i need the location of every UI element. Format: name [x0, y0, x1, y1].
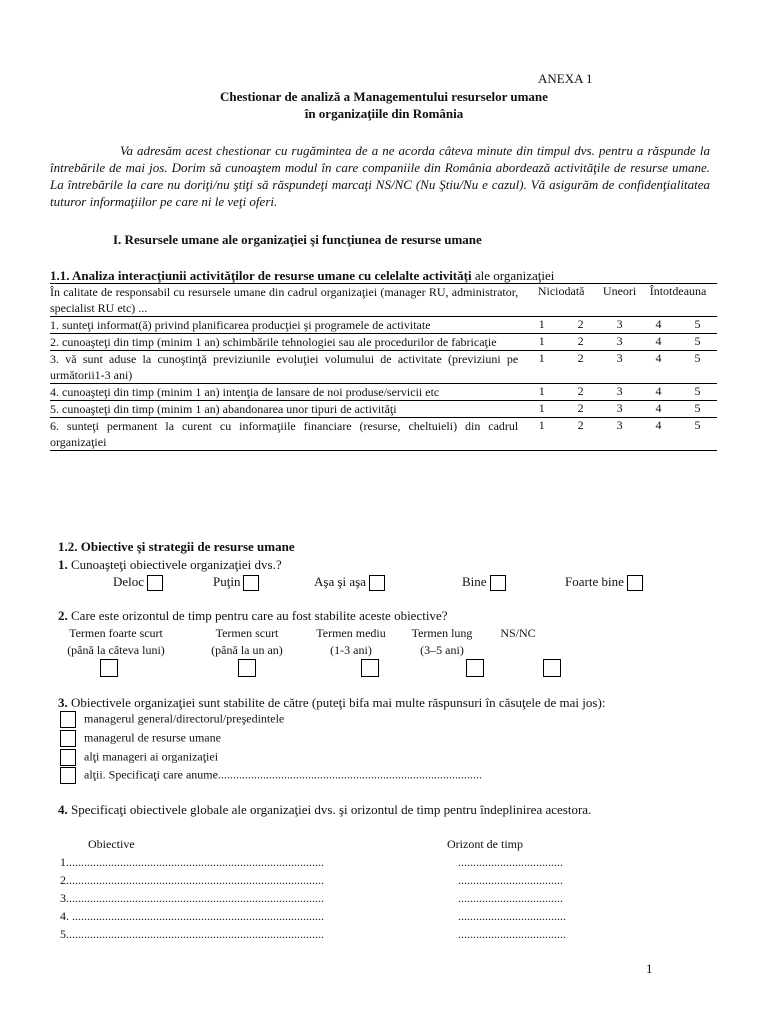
scale-2[interactable]: 2 [561, 351, 600, 384]
q2-option-nsnc: NS/NC [500, 626, 536, 640]
scale-1[interactable]: 1 [522, 351, 561, 384]
q2-option-long: Termen lung (3–5 ani) [411, 626, 473, 657]
subsection-1-2-title: 1.2. Obiective şi strategii de resurse umane [58, 539, 295, 554]
scale-1[interactable]: 1 [522, 317, 561, 334]
question-2: 2. Care este orizontul de timp pentru care au fost stabilite aceste obiective? [58, 608, 448, 623]
subsection-1-1-title: 1.1. Analiza interacţiunii activităţilor de resurse umane cu celelalte activităţi ale organizaţiei [50, 268, 555, 283]
checkbox[interactable] [60, 767, 76, 784]
table-row [50, 317, 717, 334]
objective-line-2[interactable]: 2...................................................................................... [60, 873, 324, 887]
table-header-text: În calitate de responsabil cu resursele umane din cadrul organizaţiei (manager RU, administrator, specialist RU etc) ... [50, 284, 522, 317]
scale-2[interactable]: 2 [561, 401, 600, 418]
horizon-line-5[interactable]: .................................... [458, 927, 566, 941]
scale-4[interactable]: 4 [639, 418, 678, 451]
q3-option-others[interactable]: alţii. Specificaţi care anume........................................................................................ [60, 767, 482, 784]
scale-3[interactable]: 3 [600, 384, 639, 401]
checkbox[interactable] [60, 749, 76, 766]
table-row [50, 418, 717, 451]
intro-paragraph: Va adresăm acest chestionar cu rugămintea de a ne acorda câteva minute din timpul dvs. pentru a răspunde la întrebările de mai jos. Dorim să cunoaştem modul în care companiile din România abordează activităţile de resurse umane. La întrebările la care nu doriţi/nu ştiţi să răspundeţi marcaţi NS/NC (Nu Ştiu/Nu e cazul). Vă asigurăm de confidenţialitatea tuturor informaţiilor pe care ni le veţi oferi. [50, 143, 710, 209]
objective-line-4[interactable]: 4. .................................................................................... [60, 909, 324, 923]
scale-4[interactable]: 4 [639, 384, 678, 401]
scale-1[interactable]: 1 [522, 418, 561, 451]
horizon-line-2[interactable]: ................................... [458, 873, 563, 887]
checkbox[interactable] [627, 575, 643, 591]
section1-title: I. Resursele umane ale organizaţiei şi funcţiunea de resurse umane [113, 232, 482, 247]
question-text: 6. sunteţi permanent la curent cu informaţiile financiare (resurse, cheltuieli) din cadrul organizaţiei [50, 418, 522, 451]
horizon-line-1[interactable]: ................................... [458, 855, 563, 869]
q3-option-hr-manager[interactable]: managerul de resurse umane [60, 730, 221, 747]
q2-option-short: Termen scurt (până la un an) [211, 626, 283, 657]
page-number: 1 [646, 961, 653, 976]
scale-5[interactable]: 5 [678, 384, 717, 401]
col-sometimes: Uneori [600, 284, 639, 317]
scale-4[interactable]: 4 [639, 334, 678, 351]
question-text: 5. cunoaşteţi din timp (minim 1 an) abandonarea unor tipuri de activităţi [50, 401, 522, 418]
q1-option-foarte-bine[interactable]: Foarte bine [565, 574, 643, 591]
scale-2[interactable]: 2 [561, 317, 600, 334]
horizon-line-3[interactable]: ................................... [458, 891, 563, 905]
scale-2[interactable]: 2 [561, 334, 600, 351]
scale-3[interactable]: 3 [600, 401, 639, 418]
question-1: 1. Cunoaşteţi obiectivele organizaţiei dvs.? [58, 557, 282, 572]
scale-5[interactable]: 5 [678, 418, 717, 451]
checkbox-very-short[interactable] [100, 659, 118, 677]
checkbox[interactable] [369, 575, 385, 591]
horizon-line-4[interactable]: .................................... [458, 909, 566, 923]
checkbox[interactable] [147, 575, 163, 591]
checkbox-medium[interactable] [361, 659, 379, 677]
q3-option-other-managers[interactable]: alţi manageri ai organizaţiei [60, 749, 218, 766]
scale-3[interactable]: 3 [600, 317, 639, 334]
checkbox[interactable] [243, 575, 259, 591]
table-row [50, 351, 717, 384]
document-title-line2: în organizaţiile din România [304, 106, 464, 121]
scale-5[interactable]: 5 [678, 351, 717, 384]
checkbox[interactable] [490, 575, 506, 591]
q1-option-asa-si-asa[interactable]: Aşa şi aşa [314, 574, 385, 591]
question-3: 3. Obiectivele organizaţiei sunt stabilite de către (puteţi bifa mai multe răspunsuri în căsuţele de mai jos): [58, 695, 606, 710]
scale-5[interactable]: 5 [678, 401, 717, 418]
table-row [50, 334, 717, 351]
q3-option-general-manager[interactable]: managerul general/directorul/preşedintele [60, 711, 284, 728]
scale-5[interactable]: 5 [678, 334, 717, 351]
q1-option-putin[interactable]: Puţin [213, 574, 259, 591]
scale-1[interactable]: 1 [522, 384, 561, 401]
q1-option-bine[interactable]: Bine [462, 574, 506, 591]
scale-1[interactable]: 1 [522, 334, 561, 351]
question-text: 2. cunoaşteţi din timp (minim 1 an) schimbările tehnologiei sau ale procedurilor de fabricaţie [50, 334, 522, 351]
scale-4[interactable]: 4 [639, 317, 678, 334]
scale-3[interactable]: 3 [600, 351, 639, 384]
table-row [50, 401, 717, 418]
col-never: Niciodată [522, 284, 600, 317]
question-text: 3. vă sunt aduse la cunoştinţă previziunile evoluţiei volumului de activitate (previziuni pe următorii1-3 ani) [50, 351, 522, 384]
checkbox-long[interactable] [466, 659, 484, 677]
checkbox[interactable] [60, 730, 76, 747]
annex-label: ANEXA 1 [538, 71, 593, 86]
scale-2[interactable]: 2 [561, 418, 600, 451]
scale-3[interactable]: 3 [600, 334, 639, 351]
scale-4[interactable]: 4 [639, 401, 678, 418]
q1-option-deloc[interactable]: Deloc [113, 574, 163, 591]
objective-line-3[interactable]: 3...................................................................................... [60, 891, 324, 905]
scale-5[interactable]: 5 [678, 317, 717, 334]
col-always: Întotdeauna [639, 284, 717, 317]
q2-option-very-short: Termen foarte scurt (până la câteva luni) [67, 626, 165, 657]
col-horizon: Orizont de timp [447, 837, 523, 851]
document-title-line1: Chestionar de analiză a Managementului resurselor umane [220, 89, 548, 104]
table-row [50, 384, 717, 401]
interaction-table [50, 283, 717, 451]
scale-1[interactable]: 1 [522, 401, 561, 418]
col-objectives: Obiective [88, 837, 135, 851]
scale-4[interactable]: 4 [639, 351, 678, 384]
checkbox-short[interactable] [238, 659, 256, 677]
objective-line-1[interactable]: 1...................................................................................... [60, 855, 324, 869]
q2-option-medium: Termen mediu (1-3 ani) [316, 626, 386, 657]
scale-3[interactable]: 3 [600, 418, 639, 451]
checkbox-nsnc[interactable] [543, 659, 561, 677]
question-text: 1. sunteţi informat(ă) privind planificarea producţiei şi programele de activitate [50, 317, 522, 334]
checkbox[interactable] [60, 711, 76, 728]
question-text: 4. cunoaşteţi din timp (minim 1 an) intenţia de lansare de noi produse/servicii etc [50, 384, 522, 401]
scale-2[interactable]: 2 [561, 384, 600, 401]
question-4: 4. Specificaţi obiectivele globale ale organizaţiei dvs. şi orizontul de timp pentru îndeplinirea acestora. [58, 802, 592, 817]
objective-line-5[interactable]: 5...................................................................................... [60, 927, 324, 941]
